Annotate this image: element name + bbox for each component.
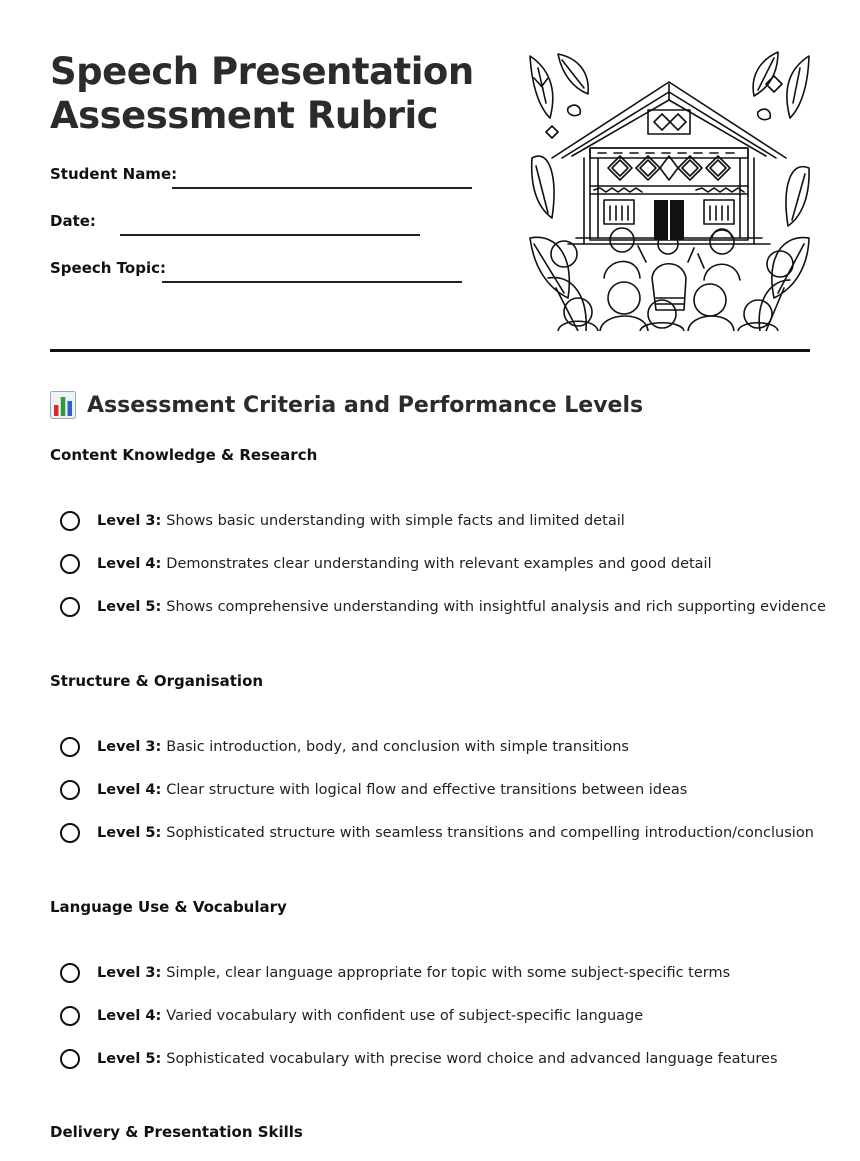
level-description: Varied vocabulary with confident use of subject-specific language (166, 1008, 644, 1024)
level-label: Level 3: (97, 739, 162, 755)
criterion-heading: Structure & Organisation (50, 672, 264, 690)
level-label: Level 3: (97, 513, 162, 529)
level-label: Level 3: (97, 965, 162, 981)
level-label: Level 4: (97, 556, 162, 572)
date-field[interactable] (50, 212, 480, 236)
speech-topic-label: Speech Topic: (50, 259, 166, 277)
level-label: Level 5: (97, 1051, 162, 1067)
level-description: Clear structure with logical flow and effective transitions between ideas (166, 782, 688, 798)
level-option[interactable] (60, 508, 625, 534)
date-label: Date: (50, 212, 96, 230)
level-description: Shows basic understanding with simple facts and limited detail (166, 513, 625, 529)
radio-button[interactable] (60, 823, 80, 843)
meeting-house-illustration (528, 48, 811, 331)
radio-button[interactable] (60, 511, 80, 531)
level-description: Basic introduction, body, and conclusion with simple transitions (166, 739, 629, 755)
level-description: Sophisticated structure with seamless transitions and compelling introduction/conclusion (166, 825, 814, 841)
student-name-field[interactable] (50, 165, 480, 189)
level-label: Level 4: (97, 782, 162, 798)
date-line[interactable] (120, 234, 420, 236)
student-name-line[interactable] (172, 187, 472, 189)
criterion-heading: Delivery & Presentation Skills (50, 1123, 303, 1141)
criterion-heading: Content Knowledge & Research (50, 446, 318, 464)
radio-button[interactable] (60, 780, 80, 800)
level-description: Demonstrates clear understanding with relevant examples and good detail (166, 556, 712, 572)
student-name-label: Student Name: (50, 165, 178, 183)
level-option[interactable] (60, 551, 712, 577)
page-title (50, 50, 490, 138)
title-line-2: Assessment Rubric (50, 94, 439, 137)
bar-chart-icon (50, 391, 76, 419)
criterion-heading: Language Use & Vocabulary (50, 898, 287, 916)
header-divider (50, 349, 810, 352)
level-description: Sophisticated vocabulary with precise word choice and advanced language features (166, 1051, 778, 1067)
speech-topic-field[interactable] (50, 259, 480, 283)
level-description: Simple, clear language appropriate for topic with some subject-specific terms (166, 965, 731, 981)
radio-button[interactable] (60, 1049, 80, 1069)
level-option[interactable] (60, 820, 814, 846)
radio-button[interactable] (60, 1006, 80, 1026)
speech-topic-line[interactable] (162, 281, 462, 283)
section-heading-text: Assessment Criteria and Performance Levels (87, 392, 644, 418)
radio-button[interactable] (60, 597, 80, 617)
radio-button[interactable] (60, 554, 80, 574)
level-option[interactable] (60, 1046, 778, 1072)
level-description: Shows comprehensive understanding with insightful analysis and rich supporting evidence (166, 599, 826, 615)
level-option[interactable] (60, 960, 730, 986)
level-label: Level 4: (97, 1008, 162, 1024)
level-option[interactable] (60, 734, 629, 760)
level-option[interactable] (60, 777, 687, 803)
level-option[interactable] (60, 594, 826, 620)
title-line-1: Speech Presentation (50, 50, 474, 93)
level-label: Level 5: (97, 825, 162, 841)
radio-button[interactable] (60, 737, 80, 757)
radio-button[interactable] (60, 963, 80, 983)
section-heading (50, 390, 643, 420)
level-option[interactable] (60, 1003, 643, 1029)
level-label: Level 5: (97, 599, 162, 615)
